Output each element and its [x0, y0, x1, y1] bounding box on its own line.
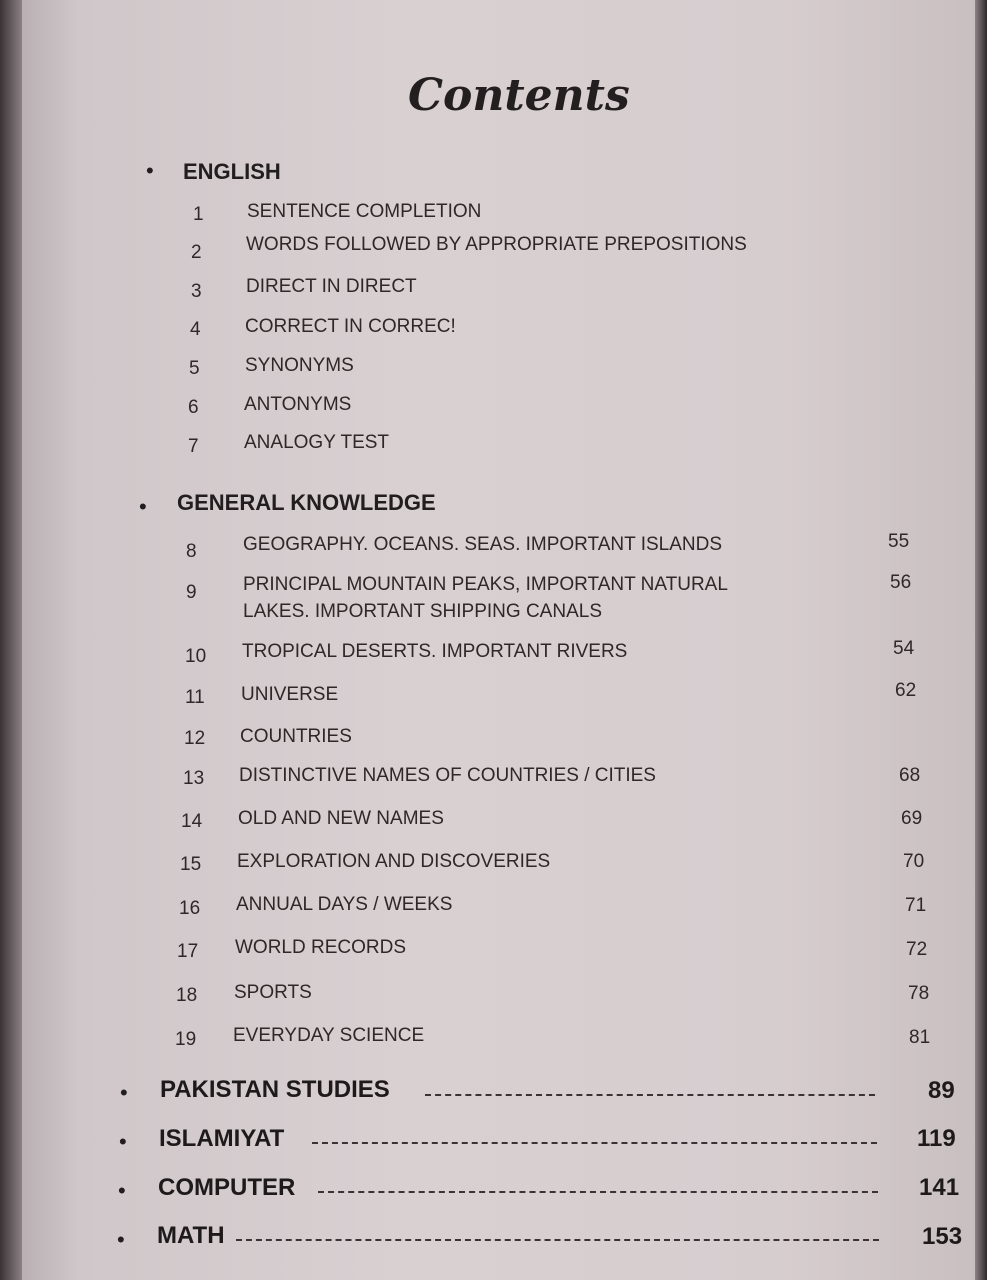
item-label: PRINCIPAL MOUNTAIN PEAKS, IMPORTANT NATURAL: [243, 574, 728, 595]
item-number: 5: [189, 358, 200, 379]
item-page: 78: [908, 983, 930, 1004]
item-label: DIRECT IN DIRECT: [246, 276, 417, 297]
bullet: •: [117, 1227, 125, 1252]
item-label: EXPLORATION AND DISCOVERIES: [237, 851, 551, 872]
section-heading-general-knowledge: GENERAL KNOWLEDGE: [177, 490, 436, 515]
item-label: DISTINCTIVE NAMES OF COUNTRIES / CITIES: [239, 765, 656, 786]
item-label: UNIVERSE: [241, 684, 339, 705]
item-label: WORLD RECORDS: [235, 937, 407, 958]
item-page: 55: [888, 531, 910, 552]
bullet: •: [139, 494, 147, 519]
item-number: 8: [186, 541, 197, 562]
item-number: 9: [186, 582, 197, 603]
item-number: 6: [188, 397, 199, 418]
item-number: 4: [190, 319, 201, 340]
item-number: 18: [176, 985, 198, 1006]
dotted-leader: [425, 1094, 875, 1096]
item-number: 19: [175, 1029, 197, 1050]
item-label: EVERYDAY SCIENCE: [233, 1025, 425, 1046]
section-computer: COMPUTER: [158, 1174, 296, 1201]
item-number: 2: [191, 242, 202, 263]
item-page: 56: [890, 572, 912, 593]
item-page: 81: [909, 1027, 931, 1048]
section-islamiyat: ISLAMIYAT: [159, 1125, 285, 1152]
item-label: ANNUAL DAYS / WEEKS: [236, 894, 453, 915]
item-label: SYNONYMS: [245, 355, 354, 376]
item-number: 16: [179, 898, 201, 919]
item-label: WORDS FOLLOWED BY APPROPRIATE PREPOSITIONS: [246, 234, 747, 255]
item-number: 15: [180, 854, 202, 875]
item-page: 54: [893, 638, 915, 659]
item-page: 69: [901, 808, 923, 829]
item-number: 1: [193, 204, 204, 225]
bullet: •: [119, 1129, 127, 1154]
item-number: 12: [184, 728, 206, 749]
section-page: 119: [917, 1125, 956, 1152]
item-page: 62: [895, 680, 917, 701]
item-number: 14: [181, 811, 203, 832]
bullet: •: [120, 1080, 128, 1105]
item-label: TROPICAL DESERTS. IMPORTANT RIVERS: [242, 641, 628, 662]
item-page: 71: [905, 895, 927, 916]
item-number: 11: [185, 687, 205, 708]
section-page: 141: [919, 1174, 960, 1201]
page-edge-shadow: [975, 0, 987, 1280]
section-heading-english: ENGLISH: [183, 159, 281, 184]
page-binding-shadow: [0, 0, 22, 1280]
item-number: 17: [177, 941, 199, 962]
page-title: Contents: [408, 70, 630, 121]
dotted-leader: [236, 1239, 879, 1241]
item-page: 72: [906, 939, 928, 960]
section-page: 89: [928, 1077, 955, 1104]
dotted-leader: [318, 1191, 878, 1193]
item-label: SPORTS: [234, 982, 312, 1003]
bullet: •: [118, 1178, 126, 1203]
item-label: ANALOGY TEST: [244, 432, 390, 453]
item-number: 10: [185, 646, 207, 667]
item-label: SENTENCE COMPLETION: [247, 201, 482, 222]
dotted-leader: [312, 1142, 877, 1144]
section-page: 153: [922, 1223, 963, 1250]
section-pakistan-studies: PAKISTAN STUDIES: [160, 1076, 390, 1103]
item-number: 3: [191, 281, 202, 302]
item-page: 70: [903, 851, 925, 872]
item-label: OLD AND NEW NAMES: [238, 808, 444, 829]
section-math: MATH: [157, 1222, 225, 1249]
item-label-continued: LAKES. IMPORTANT SHIPPING CANALS: [243, 601, 602, 622]
item-label: GEOGRAPHY. OCEANS. SEAS. IMPORTANT ISLANDS: [243, 534, 722, 555]
item-label: ANTONYMS: [244, 394, 352, 415]
item-label: COUNTRIES: [240, 726, 352, 747]
item-number: 13: [183, 768, 205, 789]
bullet: •: [146, 158, 154, 183]
item-label: CORRECT IN CORREC!: [245, 316, 456, 337]
item-page: 68: [899, 765, 921, 786]
item-number: 7: [188, 436, 199, 457]
